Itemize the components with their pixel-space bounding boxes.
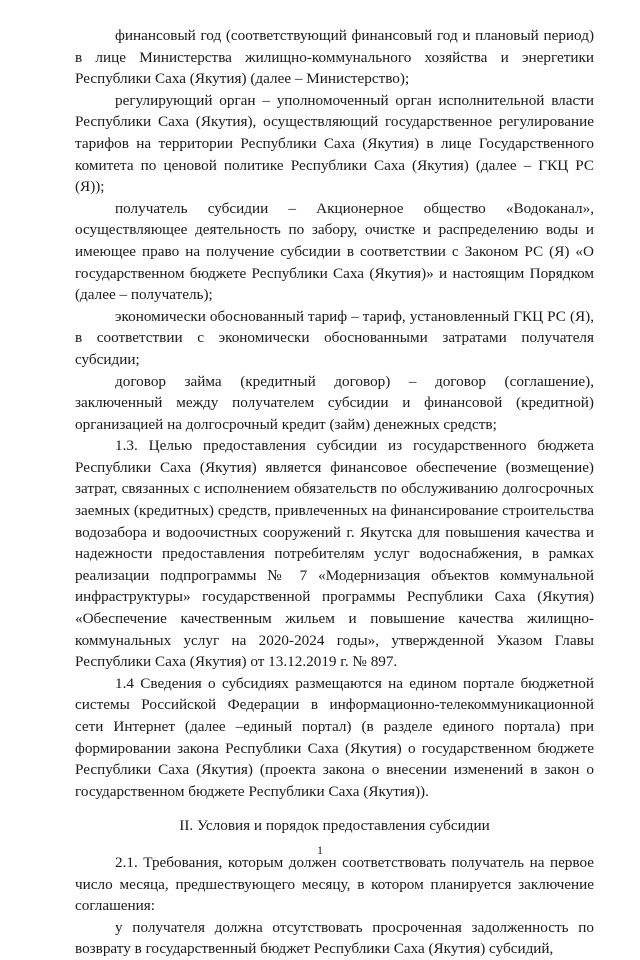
paragraph-2-1-requirements: 2.1. Требования, которым должен соответствовать получатель на первое число месяца, предшествующего месяцу, в котором планируется заключение соглашения: — [75, 853, 594, 915]
paragraph-loan-agreement-definition: договор займа (кредитный договор) – договор (соглашение), заключенный между получателем субсидии и финансовой (кредитной) организацией на долгосрочный кредит (займ) денежных средств; — [75, 372, 594, 433]
paragraph-regulator-definition: регулирующий орган – уполномоченный орган исполнительной власти Республики Саха (Якутия), осуществляющий государственное регулирование тарифов на территории Республики Саха (Якутия) в лице Государственного комитета по ценовой политике Республики Саха (Якутия) (далее – ГКЦ РС (Я)); — [75, 91, 594, 196]
section-heading: II. Условия и порядок предоставления субсидии — [179, 817, 490, 835]
paragraph-ministry-definition: финансовый год (соответствующий финансовый год и плановый период) в лице Министерства жилищно-коммунального хозяйства и энергетики Республики Саха (Якутия) (далее – Министерство); — [75, 27, 594, 88]
document-body — [75, 25, 594, 960]
paragraph-no-overdue-debt: у получателя должна отсутствовать просроченная задолженность по возврату в государственный бюджет Республики Саха (Якутия) субсидий, — [75, 918, 594, 958]
paragraph-1-3-purpose: 1.3. Целью предоставления субсидии из государственного бюджета Республики Саха (Якутия) является финансовое обеспечение (возмещение) затрат, связанных с исполнением обязательств по обслуживанию долгосрочных заемных (кредитных) средств, привлеченных на финансирование строительства водозабора и водоочистных сооружений г. Якутска для повышения качества и надежности предоставления потребителям услуг водоснабжения, в рамках реализации подпрограммы № 7 «Модернизация объектов коммунальной инфраструктуры» государственной программы Республики Саха (Якутия) «Обеспечение качественным жильем и повышение качества жилищно-коммунальных услуг на 2020-2024 годы», утвержденной Указом Главы Республики Саха (Якутия) от 13.12.2019 г. № 897. — [75, 437, 594, 671]
paragraph-tariff-definition: экономически обоснованный тариф – тариф, установленный ГКЦ РС (Я), в соответствии с экономически обоснованными затратами получателя субсидии; — [75, 307, 594, 368]
paragraph-1-4-information: 1.4 Сведения о субсидиях размещаются на едином портале бюджетной системы Российской Федерации в информационно-телекоммуникационной сети Интернет (далее –единый портал) (в разделе единого портала) при формировании закона Республики Саха (Якутия) о государственном бюджете Республики Саха (Якутия) (проекта закона о внесении изменений в закон о государственном бюджете Республики Саха (Якутия)). — [75, 674, 594, 800]
paragraph-recipient-definition: получатель субсидии – Акционерное общество «Водоканал», осуществляющее деятельность по забору, очистке и распределению воды и имеющее право на получение субсидии в соответствии с Законом РС (Я) «О государственном бюджете Республики Саха (Якутия)» и настоящим Порядком (далее – получатель); — [75, 199, 594, 304]
page-number: 1 — [317, 843, 323, 857]
